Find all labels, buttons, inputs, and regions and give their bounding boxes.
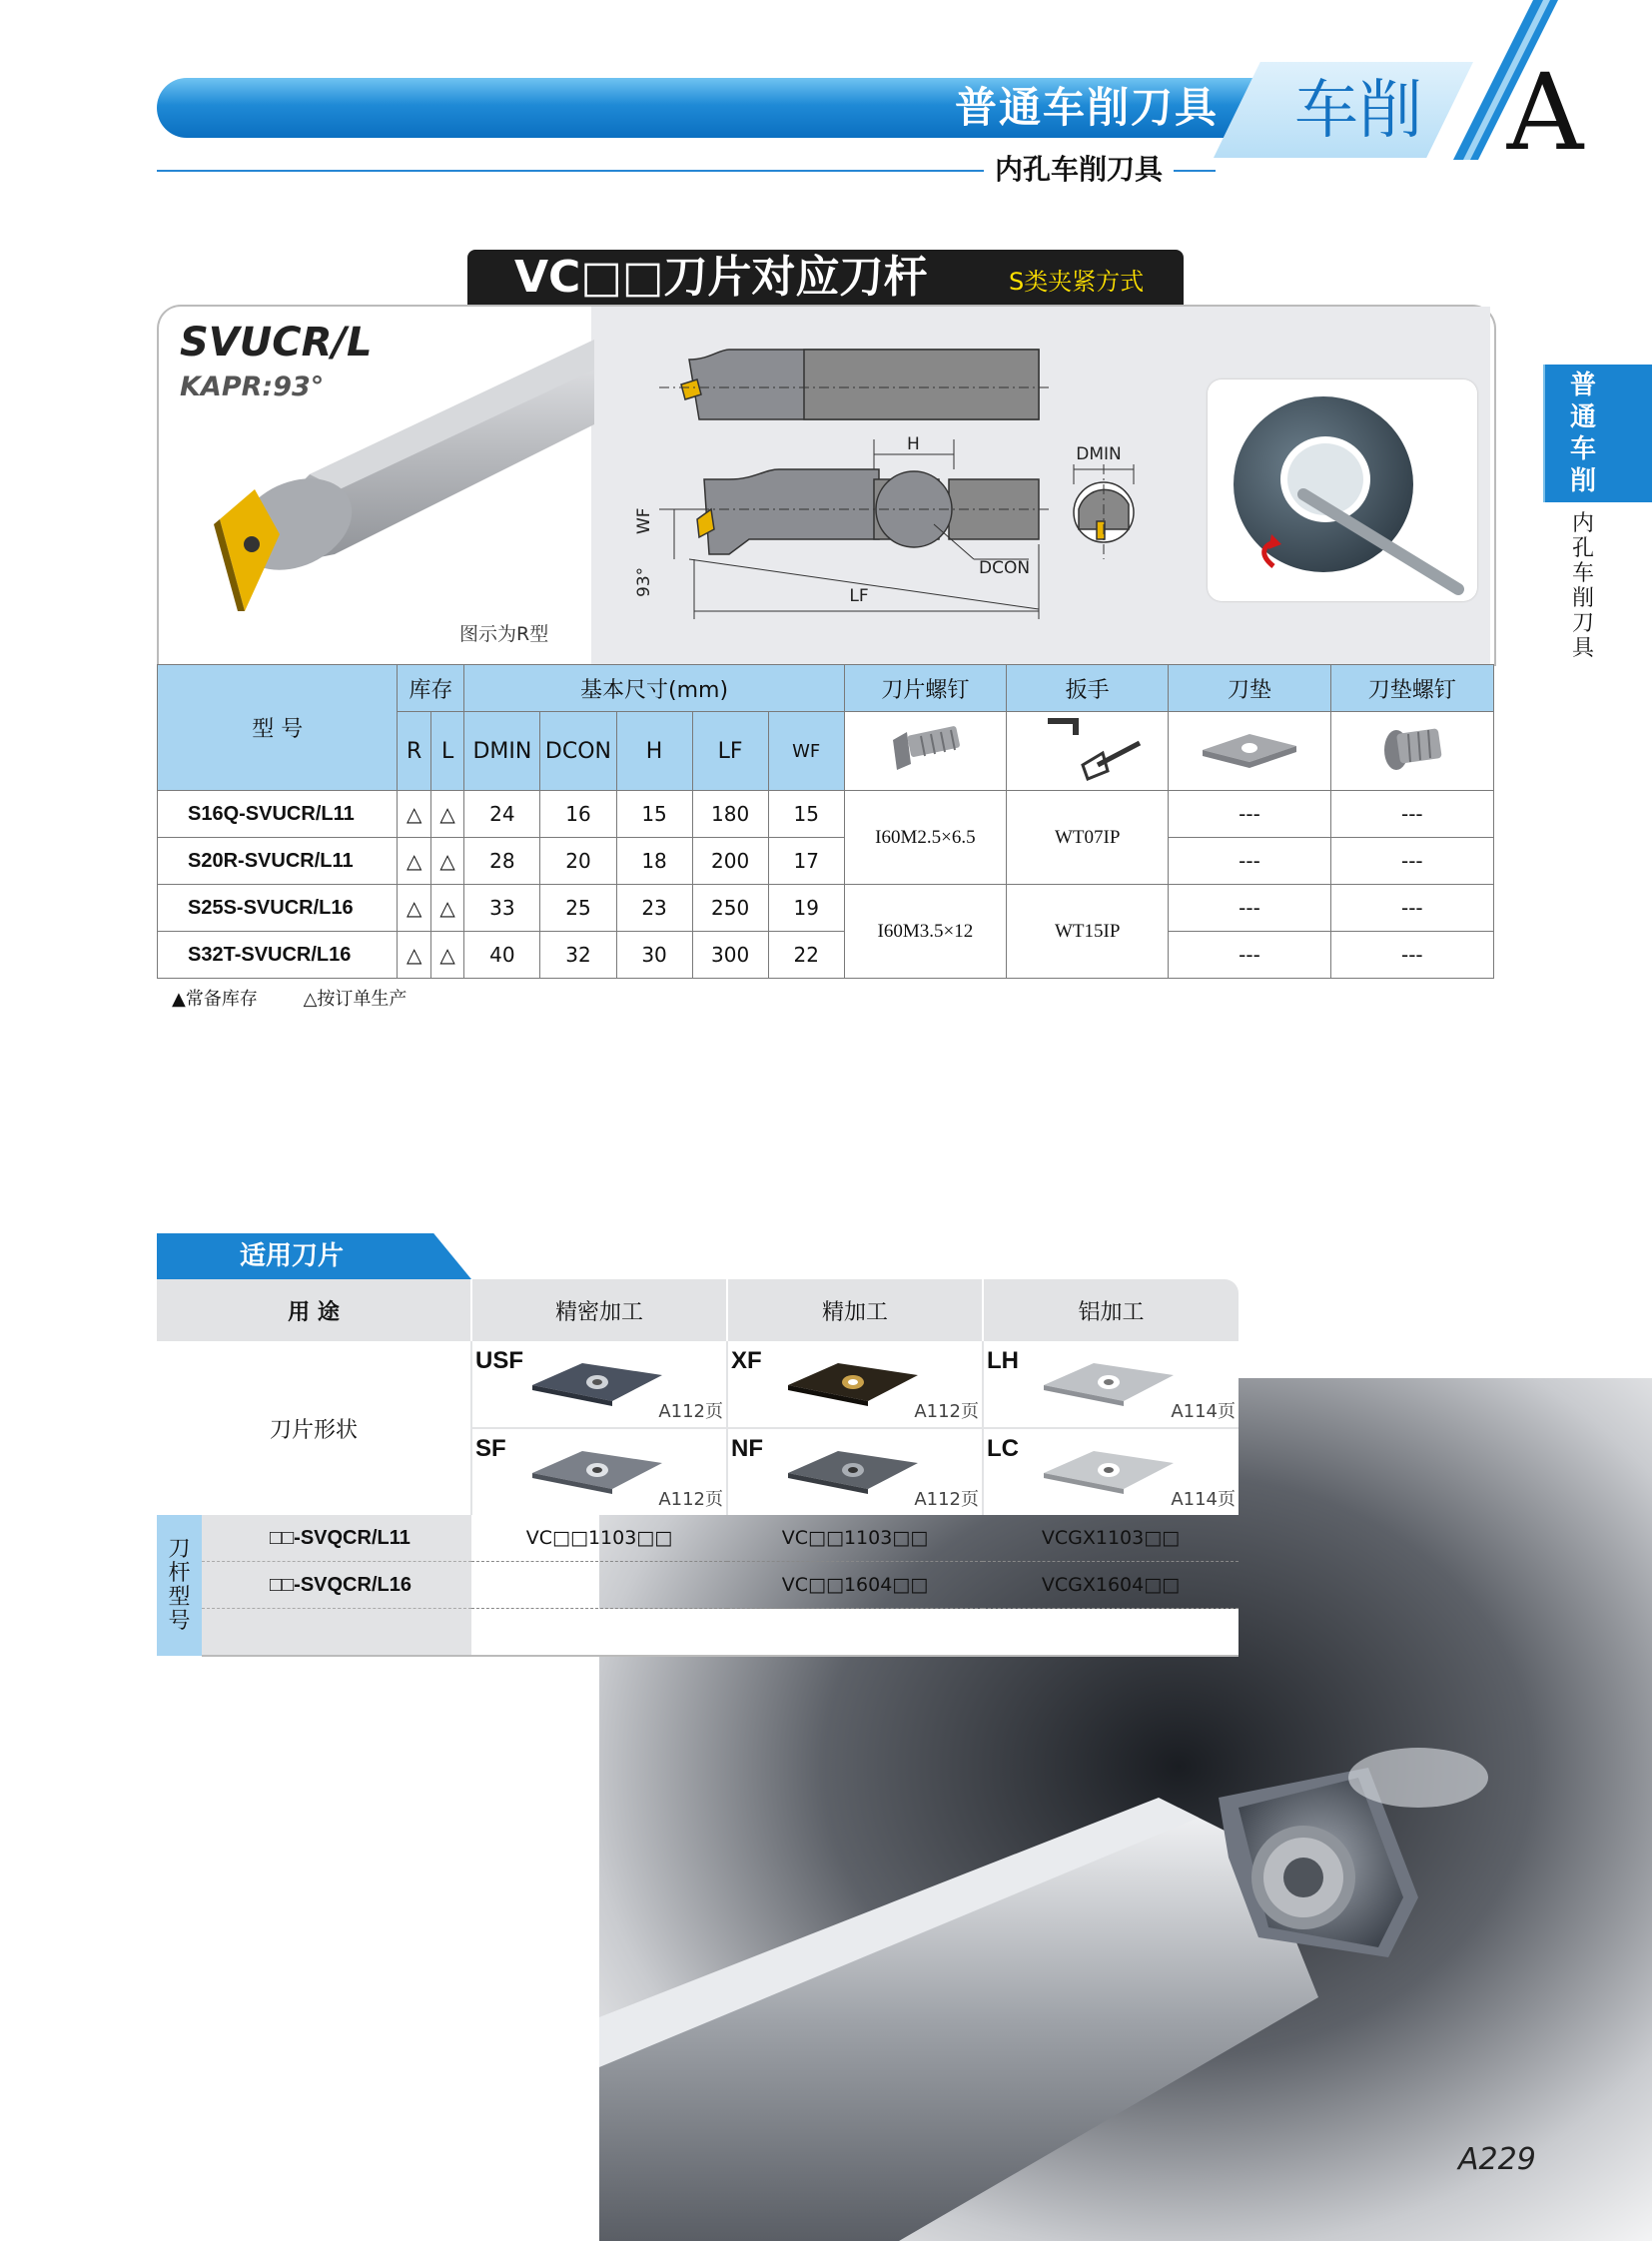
screw-value: I60M3.5×12 — [844, 885, 1006, 979]
row-dmin: 24 — [464, 791, 540, 838]
row-h: 30 — [616, 932, 692, 979]
row-r: △ — [398, 885, 430, 932]
row-lf: 250 — [692, 885, 768, 932]
row-wf: 22 — [768, 932, 844, 979]
wrench-value: WT15IP — [1007, 885, 1169, 979]
table-row — [158, 838, 1494, 885]
holder-model: □□-SVQCR/L11 — [202, 1515, 471, 1562]
row-dcon: 25 — [540, 885, 616, 932]
dim-dmin-label: DMIN — [1076, 444, 1122, 464]
holder-label: 刀 杆 型 号 — [157, 1515, 202, 1656]
table-row — [158, 932, 1494, 979]
insert-code: NF — [731, 1435, 763, 1462]
row-dmin: 33 — [464, 885, 540, 932]
col-lf: LF — [692, 712, 768, 791]
col-model: 型 号 — [158, 665, 398, 791]
row-shim-screw: --- — [1330, 885, 1493, 932]
holder-value-empty — [471, 1609, 1239, 1657]
col-precision: 精密加工 — [471, 1279, 727, 1341]
insert-code: SF — [475, 1435, 506, 1462]
insert-code: LH — [987, 1347, 1019, 1374]
insert-usf[interactable] — [471, 1341, 727, 1428]
insert-lc[interactable] — [983, 1428, 1239, 1515]
row-h: 23 — [616, 885, 692, 932]
row-lf: 300 — [692, 932, 768, 979]
row-wf: 19 — [768, 885, 844, 932]
row-model: S20R-SVUCR/L11 — [158, 838, 398, 885]
legend-order: △按订单生产 — [303, 989, 408, 1010]
row-l: △ — [430, 885, 463, 932]
dim-lf-label: LF — [849, 586, 869, 606]
row-l: △ — [430, 838, 463, 885]
dim-wf-label: WF — [634, 507, 654, 534]
insert-page: A114页 — [1171, 1401, 1236, 1422]
col-wf: WF — [768, 712, 844, 791]
row-shim-screw: --- — [1330, 791, 1493, 838]
section-letter: A — [1506, 51, 1584, 174]
screw-value: I60M2.5×6.5 — [844, 791, 1006, 885]
row-r: △ — [398, 791, 430, 838]
header-subtitle: 内孔车削刀具 — [984, 150, 1174, 190]
insert-usf-image — [527, 1357, 667, 1407]
insert-xf-image — [783, 1357, 923, 1407]
holder-row-empty — [157, 1609, 1239, 1657]
row-shim-screw: --- — [1330, 838, 1493, 885]
dim-h-label: H — [907, 434, 920, 454]
col-aluminum: 铝加工 — [983, 1279, 1239, 1341]
dim-dcon-label: DCON — [979, 558, 1031, 578]
col-r: R — [398, 712, 430, 791]
page-number: A229 — [1458, 2142, 1536, 2177]
dim-angle-label: 93° — [634, 566, 654, 597]
insert-code: LC — [987, 1435, 1019, 1462]
row-wf: 17 — [768, 838, 844, 885]
purpose-label: 用 途 — [157, 1279, 471, 1341]
stock-legend — [172, 985, 571, 1011]
section-title: VC□□刀片对应刀杆 — [514, 252, 928, 303]
insert-sf[interactable] — [471, 1428, 727, 1515]
holder-value — [471, 1562, 727, 1609]
wrench-value: WT07IP — [1007, 791, 1169, 885]
col-dims: 基本尺寸(mm) — [464, 665, 844, 712]
insert-page: A112页 — [658, 1489, 723, 1510]
image-note: 图示为R型 — [459, 623, 549, 645]
row-h: 15 — [616, 791, 692, 838]
col-finishing: 精加工 — [727, 1279, 983, 1341]
insert-page: A112页 — [914, 1401, 979, 1422]
inserts-table — [157, 1279, 1239, 1657]
wrench-icon — [1028, 713, 1148, 783]
row-dcon: 16 — [540, 791, 616, 838]
shim-image — [1169, 712, 1330, 791]
shim-screw-image — [1330, 712, 1493, 791]
insert-code: USF — [475, 1347, 523, 1374]
holder-value: VCGX1103□□ — [983, 1515, 1239, 1562]
model-name: SVUCR/L — [180, 320, 373, 366]
insert-xf[interactable] — [727, 1341, 983, 1428]
row-wf: 15 — [768, 791, 844, 838]
col-l: L — [430, 712, 463, 791]
insert-code: XF — [731, 1347, 762, 1374]
col-h: H — [616, 712, 692, 791]
insert-page: A114页 — [1171, 1489, 1236, 1510]
col-shim-screw: 刀垫螺钉 — [1330, 665, 1493, 712]
spec-table — [157, 664, 1494, 979]
technical-drawing — [619, 340, 1159, 624]
row-model: S25S-SVUCR/L16 — [158, 885, 398, 932]
header-title: 普通车削刀具 — [954, 83, 1219, 132]
insert-lc-image — [1039, 1445, 1179, 1495]
table-row — [158, 791, 1494, 838]
screw-image — [844, 712, 1006, 791]
holder-row — [157, 1515, 1239, 1562]
insert-lh[interactable] — [983, 1341, 1239, 1428]
row-shim: --- — [1169, 885, 1330, 932]
insert-page: A112页 — [914, 1489, 979, 1510]
sidebar-label: 内 孔 车 削 刀 具 — [1571, 511, 1594, 661]
row-dcon: 32 — [540, 932, 616, 979]
col-wrench: 扳手 — [1007, 665, 1169, 712]
col-shim: 刀垫 — [1169, 665, 1330, 712]
row-lf: 200 — [692, 838, 768, 885]
row-model: S32T-SVUCR/L16 — [158, 932, 398, 979]
row-l: △ — [430, 932, 463, 979]
row-shim: --- — [1169, 838, 1330, 885]
table-row — [158, 885, 1494, 932]
holder-value: VC□□1604□□ — [727, 1562, 983, 1609]
row-shim: --- — [1169, 791, 1330, 838]
row-dmin: 28 — [464, 838, 540, 885]
row-r: △ — [398, 932, 430, 979]
clamp-type: S类夹紧方式 — [1009, 268, 1145, 296]
row-h: 18 — [616, 838, 692, 885]
row-r: △ — [398, 838, 430, 885]
row-shim: --- — [1169, 932, 1330, 979]
model-kapr: KAPR:93° — [180, 372, 325, 402]
shape-label: 刀片形状 — [157, 1341, 471, 1515]
col-dmin: DMIN — [464, 712, 540, 791]
holder-value: VC□□1103□□ — [727, 1515, 983, 1562]
row-dcon: 20 — [540, 838, 616, 885]
holder-value: VCGX1604□□ — [983, 1562, 1239, 1609]
row-model: S16Q-SVUCR/L11 — [158, 791, 398, 838]
row-l: △ — [430, 791, 463, 838]
sidebar-active-label: 普 通 车 削 — [1569, 371, 1596, 496]
row-shim-screw: --- — [1330, 932, 1493, 979]
col-screw: 刀片螺钉 — [844, 665, 1006, 712]
header-tab: 车削 — [1294, 74, 1422, 148]
wrench-image — [1007, 712, 1169, 791]
row-lf: 180 — [692, 791, 768, 838]
insert-page: A112页 — [658, 1401, 723, 1422]
holder-model: □□-SVQCR/L16 — [202, 1562, 471, 1609]
inserts-tab-label: 适用刀片 — [240, 1241, 345, 1271]
insert-sf-image — [527, 1445, 667, 1495]
insert-nf[interactable] — [727, 1428, 983, 1515]
shim-icon — [1195, 728, 1304, 768]
holder-value: VC□□1103□□ — [471, 1515, 727, 1562]
col-dcon: DCON — [540, 712, 616, 791]
screw-icon — [885, 718, 965, 778]
holder-row — [157, 1562, 1239, 1609]
legend-stock: ▲常备库存 — [172, 989, 258, 1010]
col-stock: 库存 — [398, 665, 464, 712]
application-photo — [1214, 384, 1473, 596]
insert-nf-image — [783, 1445, 923, 1495]
shim-screw-icon — [1372, 718, 1452, 778]
insert-lh-image — [1039, 1357, 1179, 1407]
row-dmin: 40 — [464, 932, 540, 979]
holder-model-empty — [202, 1609, 471, 1657]
